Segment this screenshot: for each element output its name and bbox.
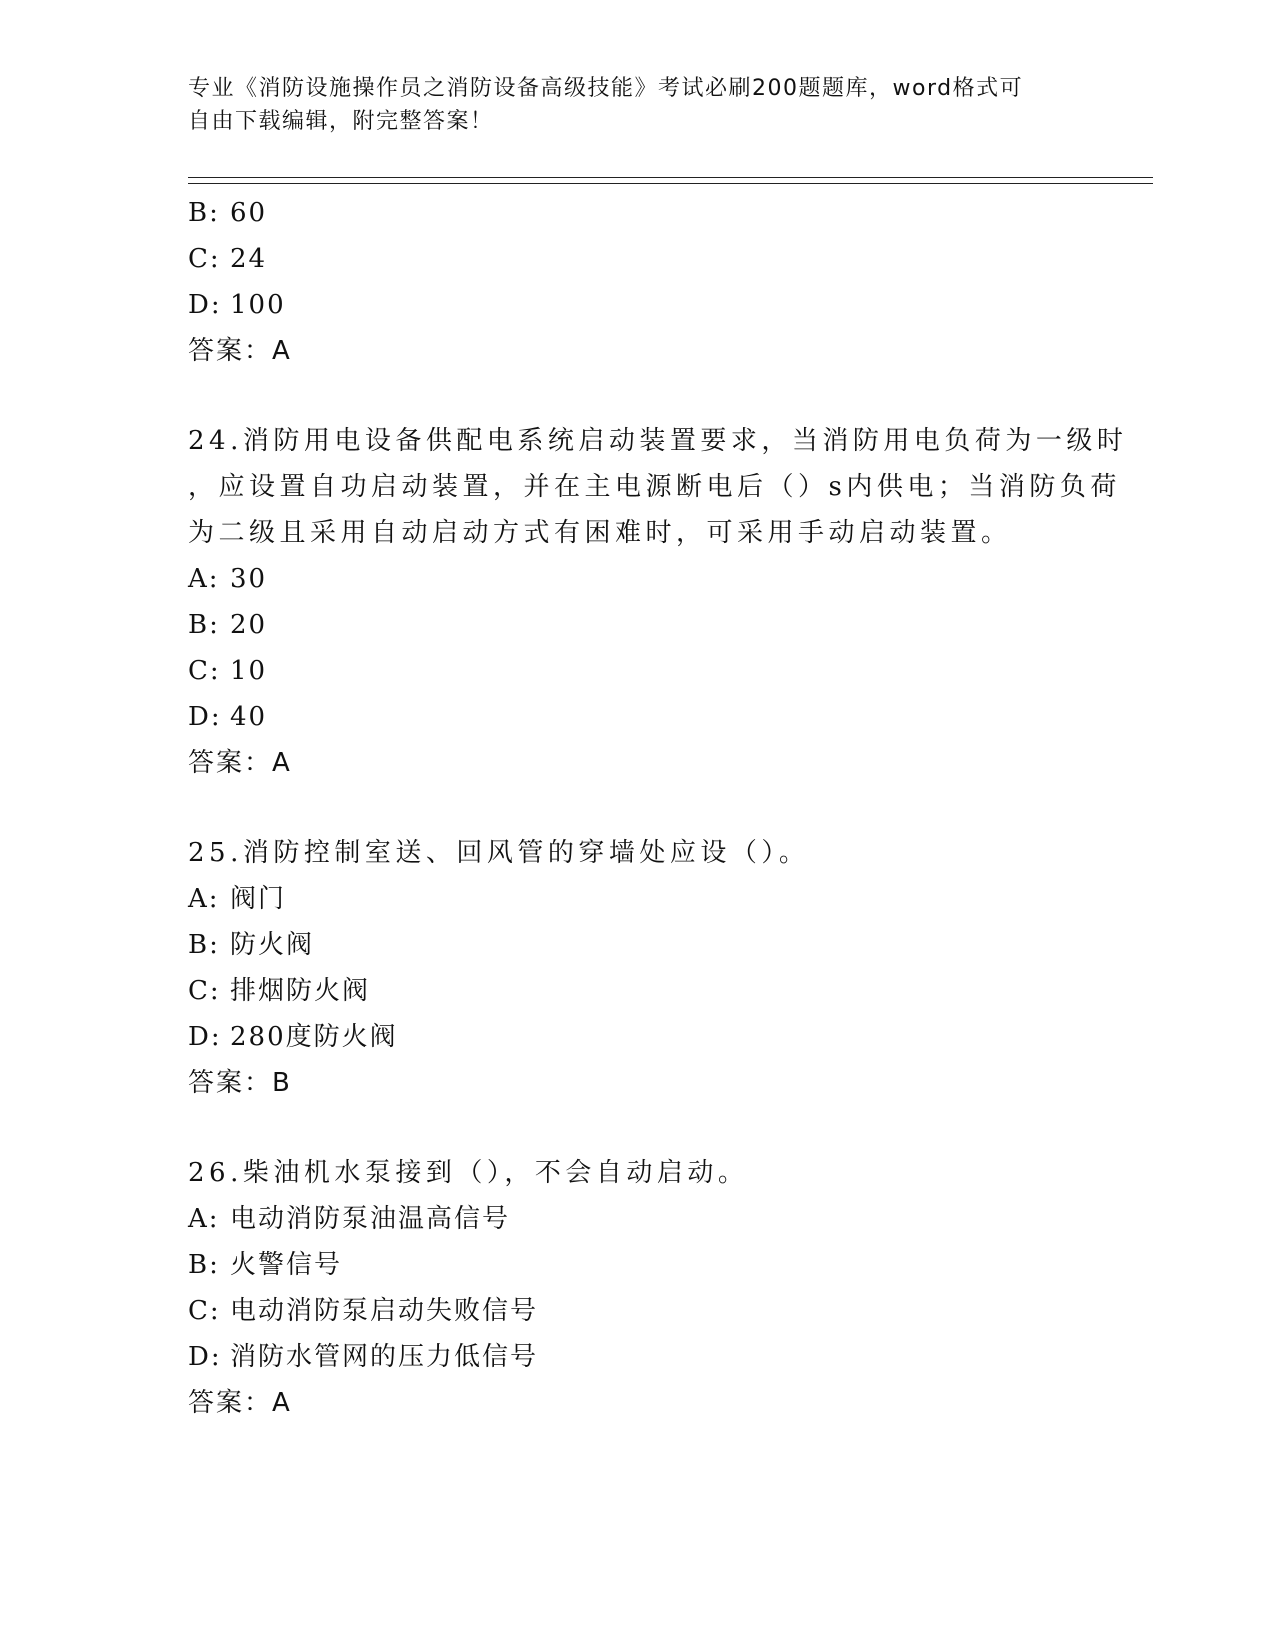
option-a bbox=[188, 876, 1088, 922]
option-label: C: bbox=[188, 656, 221, 686]
option-label: C: bbox=[188, 976, 221, 1006]
option-label: D: bbox=[188, 1022, 222, 1052]
option-text: 防火阀 bbox=[230, 930, 315, 960]
option-label: D: bbox=[188, 702, 222, 732]
option-text: 电动消防泵油温高信号 bbox=[230, 1204, 511, 1234]
option-c bbox=[188, 236, 1088, 282]
document-header bbox=[188, 72, 1068, 138]
question-stem-line: 为二级且采用自动启动方式有困难时，可采用手动启动装置。 bbox=[188, 518, 1012, 548]
option-text: 280度防火阀 bbox=[230, 1022, 398, 1052]
option-label: D: bbox=[188, 290, 222, 320]
option-text: 10 bbox=[230, 656, 268, 686]
option-text: 100 bbox=[230, 290, 286, 320]
option-label: C: bbox=[188, 244, 221, 274]
option-label: D: bbox=[188, 1342, 222, 1372]
spacer bbox=[188, 374, 1088, 418]
option-a bbox=[188, 1196, 1088, 1242]
option-label: B: bbox=[188, 930, 220, 960]
option-text: 排烟防火阀 bbox=[230, 976, 371, 1006]
header-title-line-2: 自由下载编辑，附完整答案！ bbox=[188, 109, 494, 134]
question-stem-line: 26.柴油机水泵接到（），不会自动启动。 bbox=[188, 1158, 749, 1188]
header-divider-bottom bbox=[188, 183, 1153, 184]
option-label: C: bbox=[188, 1296, 221, 1326]
question-stem-line: ，应设置自功启动装置，并在主电源断电后（）s内供电；当消防负荷 bbox=[188, 472, 1121, 502]
option-text: 消防水管网的压力低信号 bbox=[230, 1342, 539, 1372]
option-b bbox=[188, 190, 1088, 236]
answer-line: 答案：A bbox=[188, 748, 292, 778]
question-block-26 bbox=[188, 1150, 1088, 1426]
option-text: 火警信号 bbox=[230, 1250, 343, 1280]
question-block-24 bbox=[188, 418, 1128, 786]
option-c bbox=[188, 968, 1088, 1014]
header-title-line-1: 专业《消防设施操作员之消防设备高级技能》考试必刷200题题库，word格式可 bbox=[188, 76, 1024, 101]
option-label: B: bbox=[188, 610, 220, 640]
option-c bbox=[188, 648, 1088, 694]
option-d bbox=[188, 1014, 1088, 1060]
option-label: A: bbox=[188, 1204, 220, 1234]
option-text: 24 bbox=[230, 244, 268, 274]
question-list bbox=[188, 190, 1128, 1426]
option-b bbox=[188, 1242, 1088, 1288]
answer-line: 答案：A bbox=[188, 336, 292, 366]
option-c bbox=[188, 1288, 1088, 1334]
option-text: 30 bbox=[230, 564, 268, 594]
header-divider-top bbox=[188, 177, 1153, 178]
option-b bbox=[188, 922, 1088, 968]
spacer bbox=[188, 786, 1088, 830]
option-text: 阀门 bbox=[230, 884, 287, 914]
option-text: 20 bbox=[230, 610, 268, 640]
answer-line: 答案：B bbox=[188, 1068, 292, 1098]
option-d bbox=[188, 282, 1088, 328]
option-label: A: bbox=[188, 884, 220, 914]
question-block-23 bbox=[188, 190, 1088, 374]
spacer bbox=[188, 1106, 1088, 1150]
option-text: 40 bbox=[230, 702, 268, 732]
option-d bbox=[188, 694, 1088, 740]
question-stem-line: 24.消防用电设备供配电系统启动装置要求，当消防用电负荷为一级时 bbox=[188, 426, 1128, 456]
option-a bbox=[188, 556, 1088, 602]
option-label: A: bbox=[188, 564, 220, 594]
option-b bbox=[188, 602, 1088, 648]
option-label: B: bbox=[188, 198, 220, 228]
option-text: 电动消防泵启动失败信号 bbox=[230, 1296, 539, 1326]
question-stem-line: 25.消防控制室送、回风管的穿墙处应设（）。 bbox=[188, 838, 810, 868]
option-d bbox=[188, 1334, 1088, 1380]
question-block-25 bbox=[188, 830, 1088, 1106]
option-label: B: bbox=[188, 1250, 220, 1280]
answer-line: 答案：A bbox=[188, 1388, 292, 1418]
option-text: 60 bbox=[230, 198, 268, 228]
